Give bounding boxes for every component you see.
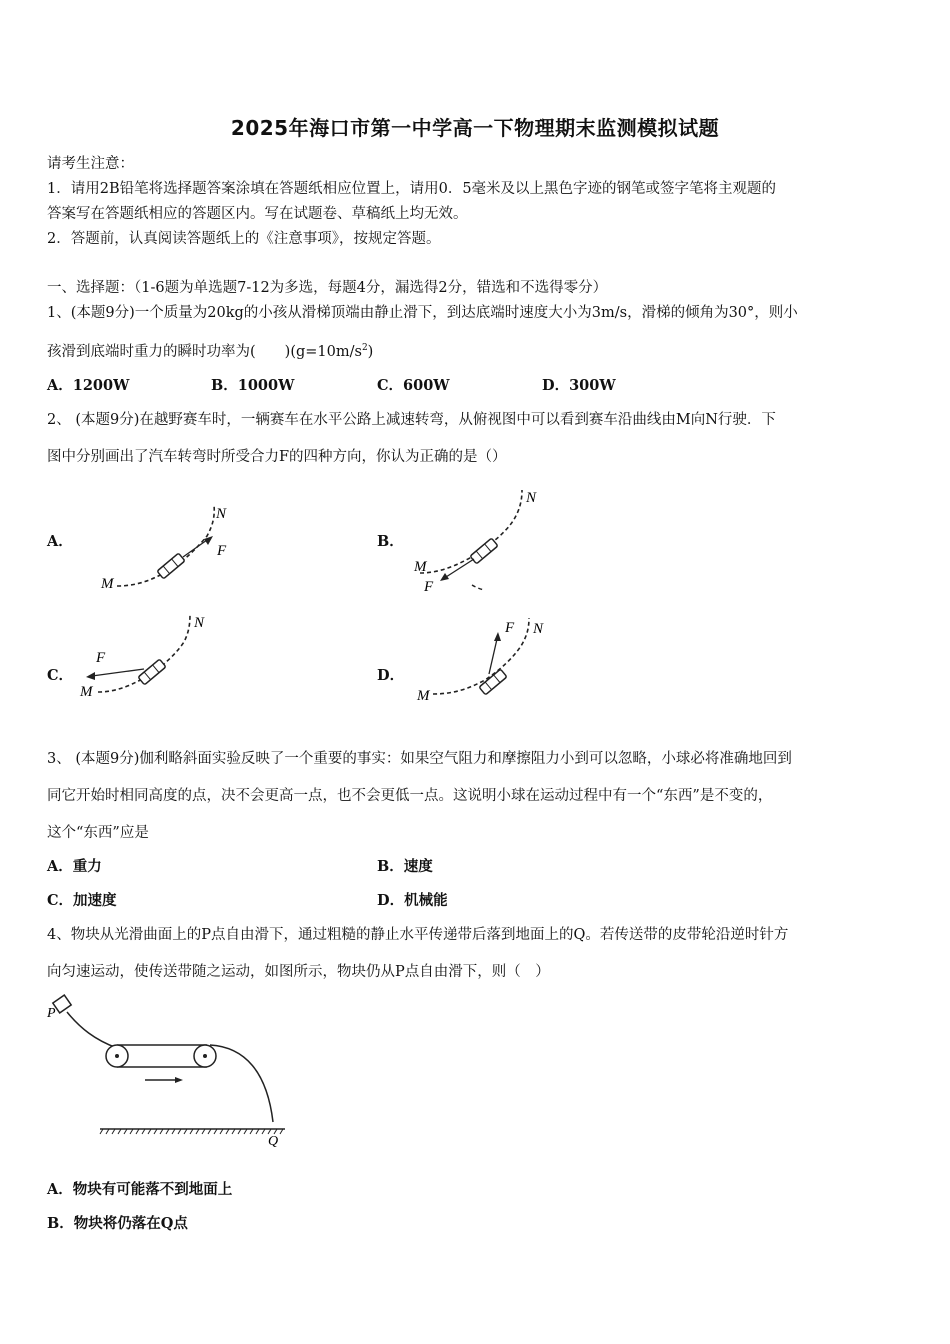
label-m: M bbox=[417, 688, 430, 704]
q3-line-1: 3、 (本题9分)伽利略斜面实验反映了一个重要的事实：如果空气阻力和摩擦阻力小到可以忽略，小球必将准确地回到 bbox=[47, 751, 792, 767]
label-p: P bbox=[47, 1006, 56, 1021]
arrow-head bbox=[86, 672, 95, 680]
section-heading: 一、选择题：（1-6题为单选题7-12为多选，每题4分，漏选得2分，错选和不选得零分） bbox=[47, 280, 608, 296]
q3-option-a-text: A．重力 bbox=[47, 858, 102, 875]
trajectory bbox=[210, 1045, 273, 1122]
q3-line-2: 同它开始时相同高度的点，决不会更高一点，也不会更低一点。这说明小球在运动过程中有一个“东西”是不变的， bbox=[47, 788, 773, 804]
q1-line-2 bbox=[47, 340, 373, 361]
q3-option-c-text: C．加速度 bbox=[47, 892, 117, 909]
motion-arrow-head bbox=[175, 1077, 183, 1083]
race-car bbox=[157, 553, 185, 579]
force-arrow bbox=[92, 669, 144, 676]
q3-option-d-text: D．机械能 bbox=[377, 892, 448, 909]
label-f: F bbox=[505, 620, 515, 636]
figure-q2-d bbox=[415, 612, 565, 710]
label-m: M bbox=[414, 559, 427, 575]
q3-option-a bbox=[47, 855, 102, 876]
figure-q2-a bbox=[95, 500, 245, 595]
q1-line-2-end: ) bbox=[367, 344, 374, 360]
q1-line-2-text: 孩滑到底端时重力的瞬时功率为( )(g=10m/s bbox=[47, 344, 362, 360]
race-car bbox=[470, 538, 498, 564]
label-f: F bbox=[217, 543, 227, 559]
q4-line-1: 4、物块从光滑曲面上的P点自由滑下，通过粗糙的静止水平传递带后落到地面上的Q。若传送带的皮带轮沿逆时针方 bbox=[47, 927, 789, 943]
label-n: N bbox=[533, 621, 544, 637]
q2-option-d: D． bbox=[377, 667, 405, 684]
arrow-head bbox=[440, 573, 449, 581]
q4-option-a-text: A．物块有可能落不到地面上 bbox=[47, 1181, 233, 1198]
q3-option-d bbox=[377, 889, 448, 910]
trajectory-tail bbox=[472, 585, 484, 590]
label-q: Q bbox=[268, 1134, 279, 1149]
figure-q2-b bbox=[410, 485, 560, 593]
q2-line-1: 2、 (本题9分)在越野赛车时，一辆赛车在水平公路上减速转弯，从俯视图中可以看到赛车沿曲线由M向N行驶．下 bbox=[47, 412, 776, 428]
q2-option-a: A． bbox=[47, 533, 73, 550]
label-n: N bbox=[526, 490, 537, 506]
force-arrow bbox=[489, 639, 497, 674]
q2-option-b: B． bbox=[377, 533, 404, 550]
block bbox=[53, 995, 71, 1013]
q3-option-b bbox=[377, 855, 433, 876]
race-car bbox=[479, 669, 507, 695]
arrow-head bbox=[204, 536, 213, 545]
notice-item-1-line-2: 答案写在答题纸相应的答题区内。写在试题卷、草稿纸上均无效。 bbox=[47, 206, 468, 222]
label-n: N bbox=[194, 615, 205, 631]
q1-option-c: C．600W bbox=[377, 377, 450, 394]
label-f: F bbox=[96, 650, 106, 666]
left-pulley-axle bbox=[115, 1054, 119, 1058]
smooth-curve bbox=[67, 1012, 117, 1048]
page-title: 2025年海口市第一中学高一下物理期末监测模拟试题 bbox=[230, 116, 720, 140]
notice-heading: 请考生注意： bbox=[47, 156, 134, 172]
q3-option-b-text: B．速度 bbox=[377, 858, 433, 875]
q1-option-b: B．1000W bbox=[211, 377, 295, 394]
label-m: M bbox=[80, 684, 93, 700]
q1-line-1: 1、(本题9分)一个质量为20kg的小孩从滑梯顶端由静止滑下，到达底端时速度大小为3m/s，滑梯的倾角为30°，则小 bbox=[47, 305, 798, 321]
q1-line-2-sup: 2 bbox=[361, 343, 368, 354]
q4-option-b-text: B．物块将仍落在Q点 bbox=[47, 1215, 188, 1232]
q1-option-a: A．1200W bbox=[47, 377, 130, 394]
label-f: F bbox=[424, 579, 434, 593]
q4-option-b bbox=[47, 1212, 188, 1233]
q1-option-d: D．300W bbox=[542, 377, 616, 394]
notice-item-1-line-1: 1．请用2B铅笔将选择题答案涂填在答题纸相应位置上，请用0．5毫米及以上黑色字迹的钢笔或签字笔将主观题的 bbox=[47, 181, 777, 197]
trajectory-curve bbox=[433, 618, 529, 694]
q3-option-c bbox=[47, 889, 117, 910]
notice-item-2: 2．答题前，认真阅读答题纸上的《注意事项》，按规定答题。 bbox=[47, 231, 441, 247]
q3-line-3: 这个“东西”应是 bbox=[47, 825, 149, 841]
force-arrow bbox=[183, 540, 207, 557]
race-car bbox=[138, 659, 166, 685]
right-pulley-axle bbox=[203, 1054, 207, 1058]
label-n: N bbox=[216, 506, 227, 522]
q4-line-2: 向匀速运动，使传送带随之运动，如图所示，物块仍从P点自由滑下，则（ ） bbox=[47, 964, 550, 980]
label-m: M bbox=[101, 576, 114, 592]
arrow-head bbox=[494, 632, 501, 641]
figure-q4-conveyor bbox=[45, 992, 300, 1152]
q4-option-a bbox=[47, 1178, 232, 1199]
q2-line-2: 图中分别画出了汽车转弯时所受合力F的四种方向，你认为正确的是（） bbox=[47, 449, 507, 465]
figure-q2-c bbox=[78, 610, 228, 705]
q2-option-c: C． bbox=[47, 667, 74, 684]
